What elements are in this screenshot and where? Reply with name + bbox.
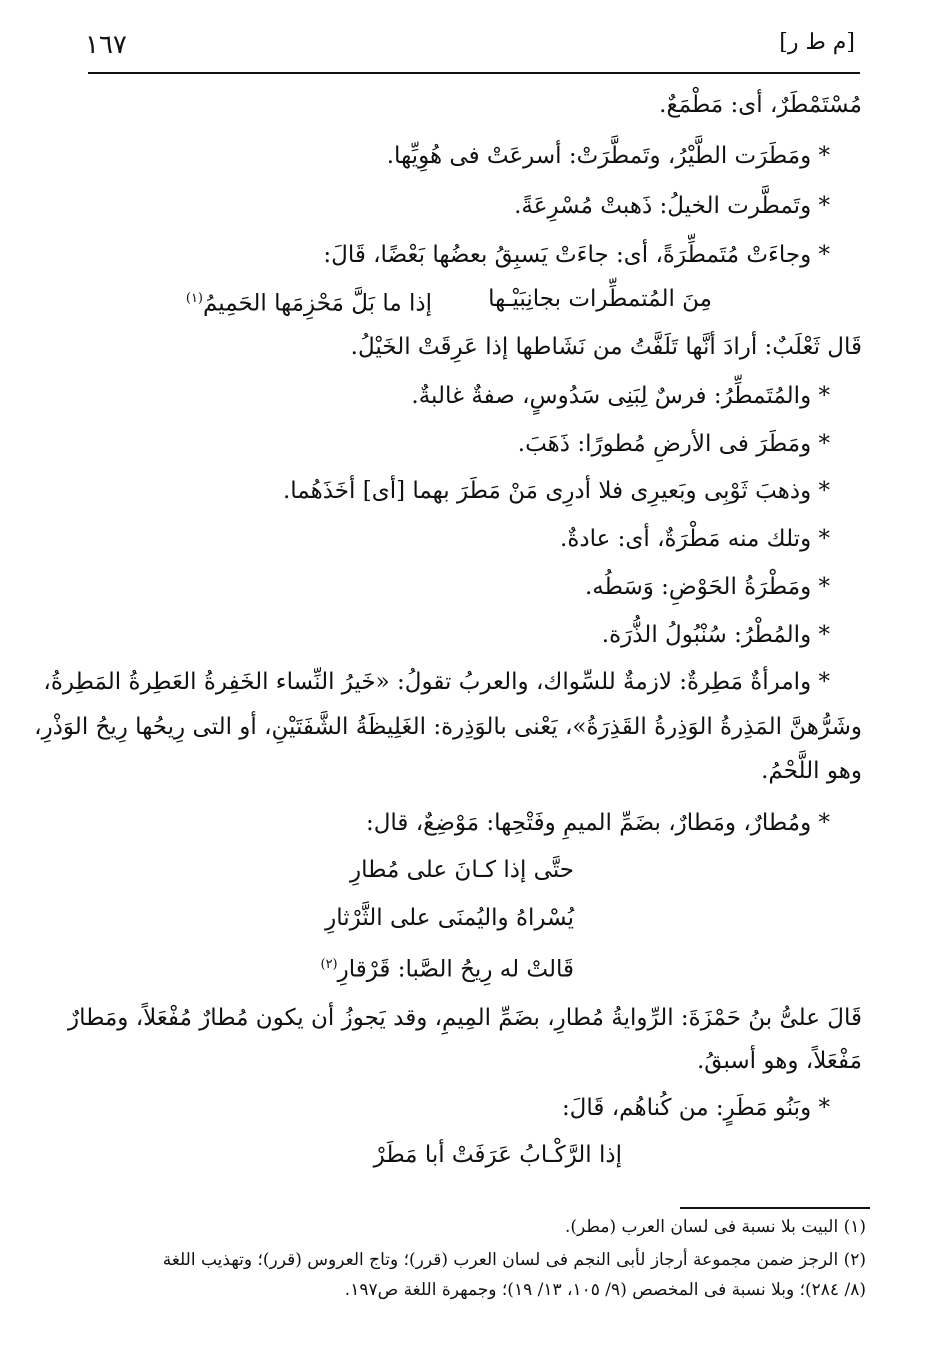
footnote-marker: (٢) (320, 957, 338, 972)
running-header (85, 30, 855, 70)
header-rule (88, 72, 860, 74)
text-line: * وامرأةٌ مَطِرةٌ: لازمةٌ للسِّواك، والعربُ تقولُ: «خَيرُ النِّساء الخَفِرةُ العَطِرةُ المَطِرةُ، (43, 669, 830, 695)
text-line: * والمُتَمطِّرُ: فرسٌ لِبَنِى سَدُوسٍ، صفةٌ غالبةٌ. (411, 383, 830, 409)
verse-text: قَالتْ له رِيحُ الصَّبا: قَرْقارِ (337, 956, 574, 983)
header-root-letters: [م ط ر] (779, 30, 855, 55)
text-line: وهو اللَّحْمُ. (761, 758, 862, 784)
text-line: مَفْعَلاً، وهو أسبقُ. (696, 1048, 862, 1074)
text-line: * ومَطْرَةُ الحَوْضِ: وَسَطُه. (584, 574, 830, 600)
verse-line: يُسْراهُ واليُمنَى على الثَّرْثارِ (325, 905, 574, 931)
footnote-rule (680, 1207, 870, 1209)
verse-hemistich-first: مِنَ المُتمطِّرات بجانِبَيْـها (488, 286, 712, 312)
text-line: * وبَنُو مَطَرٍ: من كُناهُم، قَالَ: (561, 1095, 830, 1121)
verse-line: حتَّى إذا كـانَ على مُطارِ (350, 857, 574, 883)
text-line: قَال ثَعْلَبٌ: أرادَ أنَّها تَلَفَّتُ من نَشَاطها إذا عَرِقَتْ الخَيْلُ. (350, 334, 862, 360)
text-line: * وتَمطَّرت الخيلُ: ذَهبتْ مُسْرِعَةً. (514, 193, 830, 219)
text-line: وشَرُّهنَّ المَذِرةُ الوَذِرةُ القَذِرَةُ»، يَعْنى بالوَذِرة: الغَلِيظَةُ الشَّفَتَيْنِ، أو التى رِيحُها رِيحُ الوَذْرِ، (34, 714, 862, 740)
text-line: * والمُطْرُ: سُنْبُولُ الذُّرَة. (601, 622, 830, 648)
verse-line: إذا الرَّكْـابُ عَرَفَتْ أبا مَطَرْ (373, 1142, 622, 1168)
text-line: قَالَ علىُّ بنُ حَمْزَةَ: الرِّوايةُ مُطارِ، بضَمِّ المِيمِ، وقد يَجوزُ أن يكون مُطارٌ مُفْعَلاً، ومَطارٌ (67, 1005, 862, 1031)
footnote: (٨/ ٢٨٤)؛ وبلا نسبة فى المخصص (٩/ ١٠٥، ١٣/ ١٩)؛ وجمهرة اللغة ص١٩٧. (344, 1280, 866, 1300)
verse-line (320, 950, 574, 985)
verse-hemistich-second (186, 284, 432, 319)
verse-text: إذا ما بَلَّ مَحْزِمَها الحَمِيمُ (203, 290, 432, 317)
text-line: * وجاءَتْ مُتَمطِّرَةً، أى: جاءَتْ يَسبِقُ بعضُها بَعْضًا، قَالَ: (323, 242, 830, 268)
text-line: مُسْتَمْطَرٌ، أى: مَطْمَعٌ. (659, 92, 862, 118)
text-line: * وذهبَ ثَوْبِى وبَعيرِى فلا أدرِى مَنْ مَطَرَ بهما [أى] أخَذَهُما. (282, 478, 830, 504)
text-line: * ومَطَرَت الطَّيْرُ، وتَمطَّرَتْ: أسرعَتْ فى هُوِيِّها. (386, 143, 830, 169)
footnote: (٢) الرجز ضمن مجموعة أرجاز لأبى النجم فى لسان العرب (قرر)؛ وتاج العروس (قرر)؛ وتهذيب اللغة (162, 1250, 866, 1270)
text-line: * ومَطَرَ فى الأرضِ مُطورًا: ذَهَبَ. (517, 431, 830, 457)
text-line: * وتلك منه مَطْرَةٌ، أى: عادةٌ. (560, 526, 830, 552)
footnote-marker: (١) (185, 291, 203, 306)
page-number: ١٦٧ (85, 30, 127, 60)
footnote: (١) البيت بلا نسبة فى لسان العرب (مطر). (564, 1217, 866, 1237)
text-line: * ومُطارٌ، ومَطارٌ، بضَمِّ الميمِ وفَتْحِها: مَوْضِعٌ، قال: (365, 810, 830, 836)
